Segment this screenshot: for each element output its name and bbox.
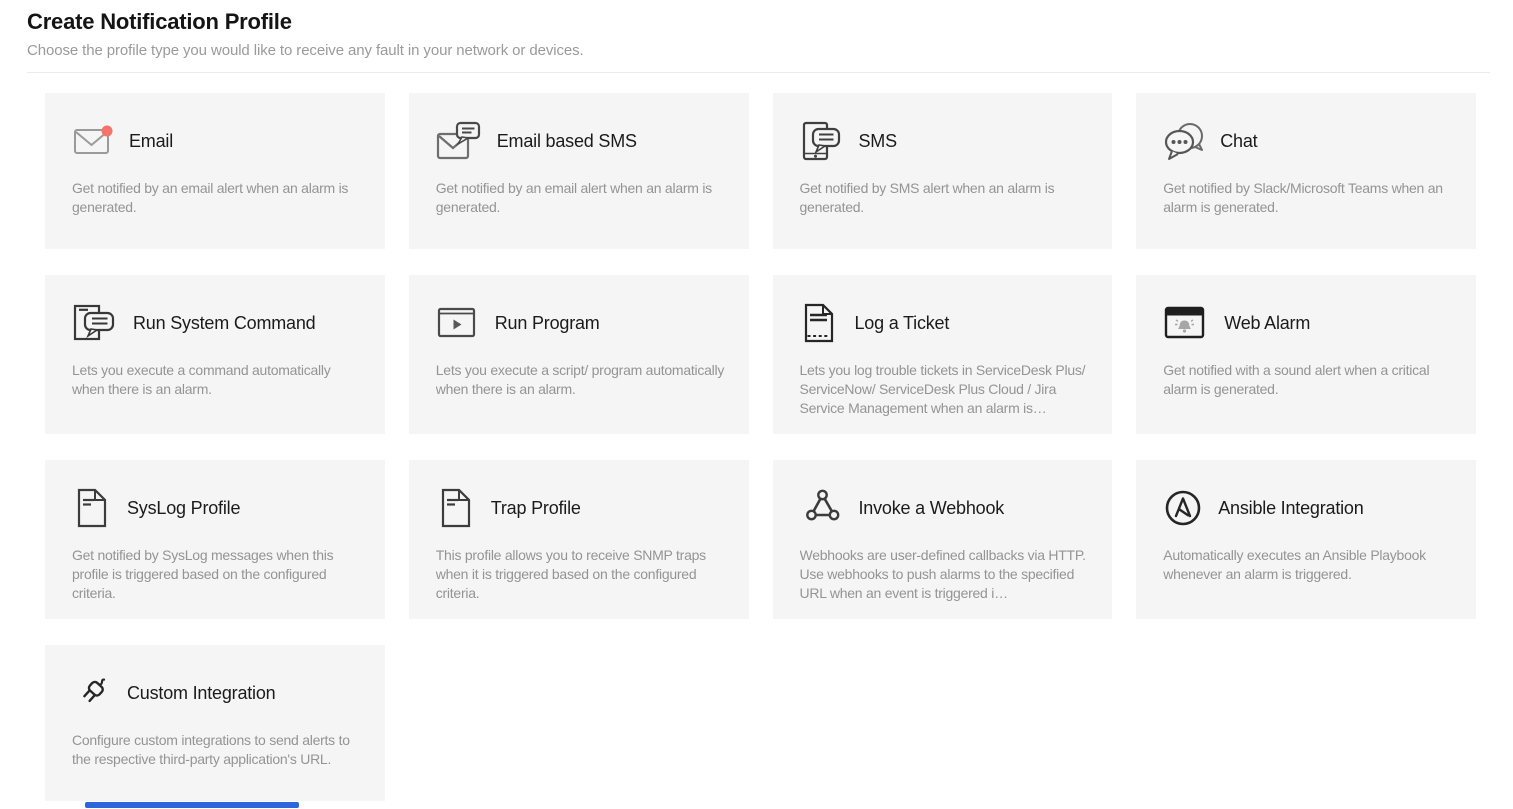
syslog-profile-icon [72, 488, 112, 528]
run-program-icon [436, 305, 480, 341]
profile-card-description: Get notified by SMS alert when an alarm is generated. [799, 180, 1055, 215]
profile-card-description: Lets you execute a command automatically when there is an alarm. [72, 362, 331, 397]
sms-icon [800, 121, 844, 161]
profile-card-title: Ansible Integration [1218, 497, 1364, 518]
profile-card-title: SysLog Profile [127, 497, 241, 518]
profile-card-title: Run System Command [133, 312, 316, 333]
profile-card-description: Get notified by SysLog messages when this profile is triggered based on the configured criteria. [72, 547, 334, 601]
email-icon [72, 123, 114, 159]
profile-card-description: Get notified by an email alert when an alarm is generated. [435, 180, 712, 215]
profile-card-custom-integration[interactable] [45, 645, 385, 801]
custom-integration-icon [72, 674, 112, 712]
profile-card-title: Chat [1220, 130, 1258, 151]
profile-card-syslog-profile[interactable] [45, 460, 385, 619]
profile-card-title: SMS [858, 130, 897, 151]
profile-card-title: Email based SMS [496, 130, 637, 151]
chat-icon [1163, 121, 1205, 161]
page-title: Create Notification Profile [27, 9, 292, 34]
run-system-command-icon [72, 303, 118, 343]
profile-card-description: Configure custom integrations to send alerts to the respective third-party application's URL. [72, 732, 350, 767]
profile-card-sms[interactable] [773, 93, 1113, 249]
profile-card-title: Trap Profile [490, 497, 581, 518]
profile-card-web-alarm[interactable] [1136, 275, 1476, 434]
bottom-blue-scroll-thumb[interactable] [85, 802, 299, 808]
profile-card-title: Run Program [494, 312, 600, 333]
profile-type-grid [45, 93, 1476, 801]
profile-card-title: Web Alarm [1224, 312, 1311, 333]
profile-card-description: Webhooks are user-defined callbacks via HTTP. Use webhooks to push alarms to the specified URL when an event is triggered i… [799, 547, 1086, 601]
profile-card-chat[interactable] [1136, 93, 1476, 249]
profile-card-run-program[interactable] [409, 275, 749, 434]
page-header [27, 0, 1490, 73]
profile-card-email-based-sms[interactable] [409, 93, 749, 249]
profile-card-ansible-integration[interactable] [1136, 460, 1476, 619]
profile-card-invoke-a-webhook[interactable] [773, 460, 1113, 619]
profile-card-run-system-command[interactable] [45, 275, 385, 434]
profile-card-email[interactable] [45, 93, 385, 249]
profile-card-trap-profile[interactable] [409, 460, 749, 619]
profile-card-description: Lets you log trouble tickets in ServiceDesk Plus/ ServiceNow/ ServiceDesk Plus Cloud / Jira Service Management when an alarm is… [799, 362, 1086, 416]
ansible-icon [1163, 488, 1203, 528]
page-subtitle: Choose the profile type you would like to receive any fault in your network or devices. [27, 42, 584, 59]
profile-card-description: This profile allows you to receive SNMP traps when it is triggered based on the configured criteria. [435, 547, 706, 601]
webhook-icon [800, 488, 844, 528]
profile-card-log-a-ticket[interactable] [773, 275, 1113, 434]
profile-card-description: Lets you execute a script/ program automatically when there is an alarm. [435, 362, 725, 397]
profile-card-description: Automatically executes an Ansible Playbook whenever an alarm is triggered. [1163, 547, 1426, 582]
trap-profile-icon [436, 488, 476, 528]
log-a-ticket-icon [800, 303, 840, 343]
profile-card-description: Get notified by Slack/Microsoft Teams when an alarm is generated. [1163, 180, 1443, 215]
web-alarm-icon [1163, 305, 1209, 341]
profile-card-description: Get notified with a sound alert when a critical alarm is generated. [1163, 362, 1430, 397]
profile-card-title: Log a Ticket [854, 312, 950, 333]
profile-card-title: Invoke a Webhook [858, 497, 1005, 518]
email-based-sms-icon [436, 121, 482, 161]
profile-card-description: Get notified by an email alert when an alarm is generated. [72, 180, 349, 215]
profile-card-title: Email [129, 130, 174, 151]
profile-card-title: Custom Integration [127, 682, 276, 703]
